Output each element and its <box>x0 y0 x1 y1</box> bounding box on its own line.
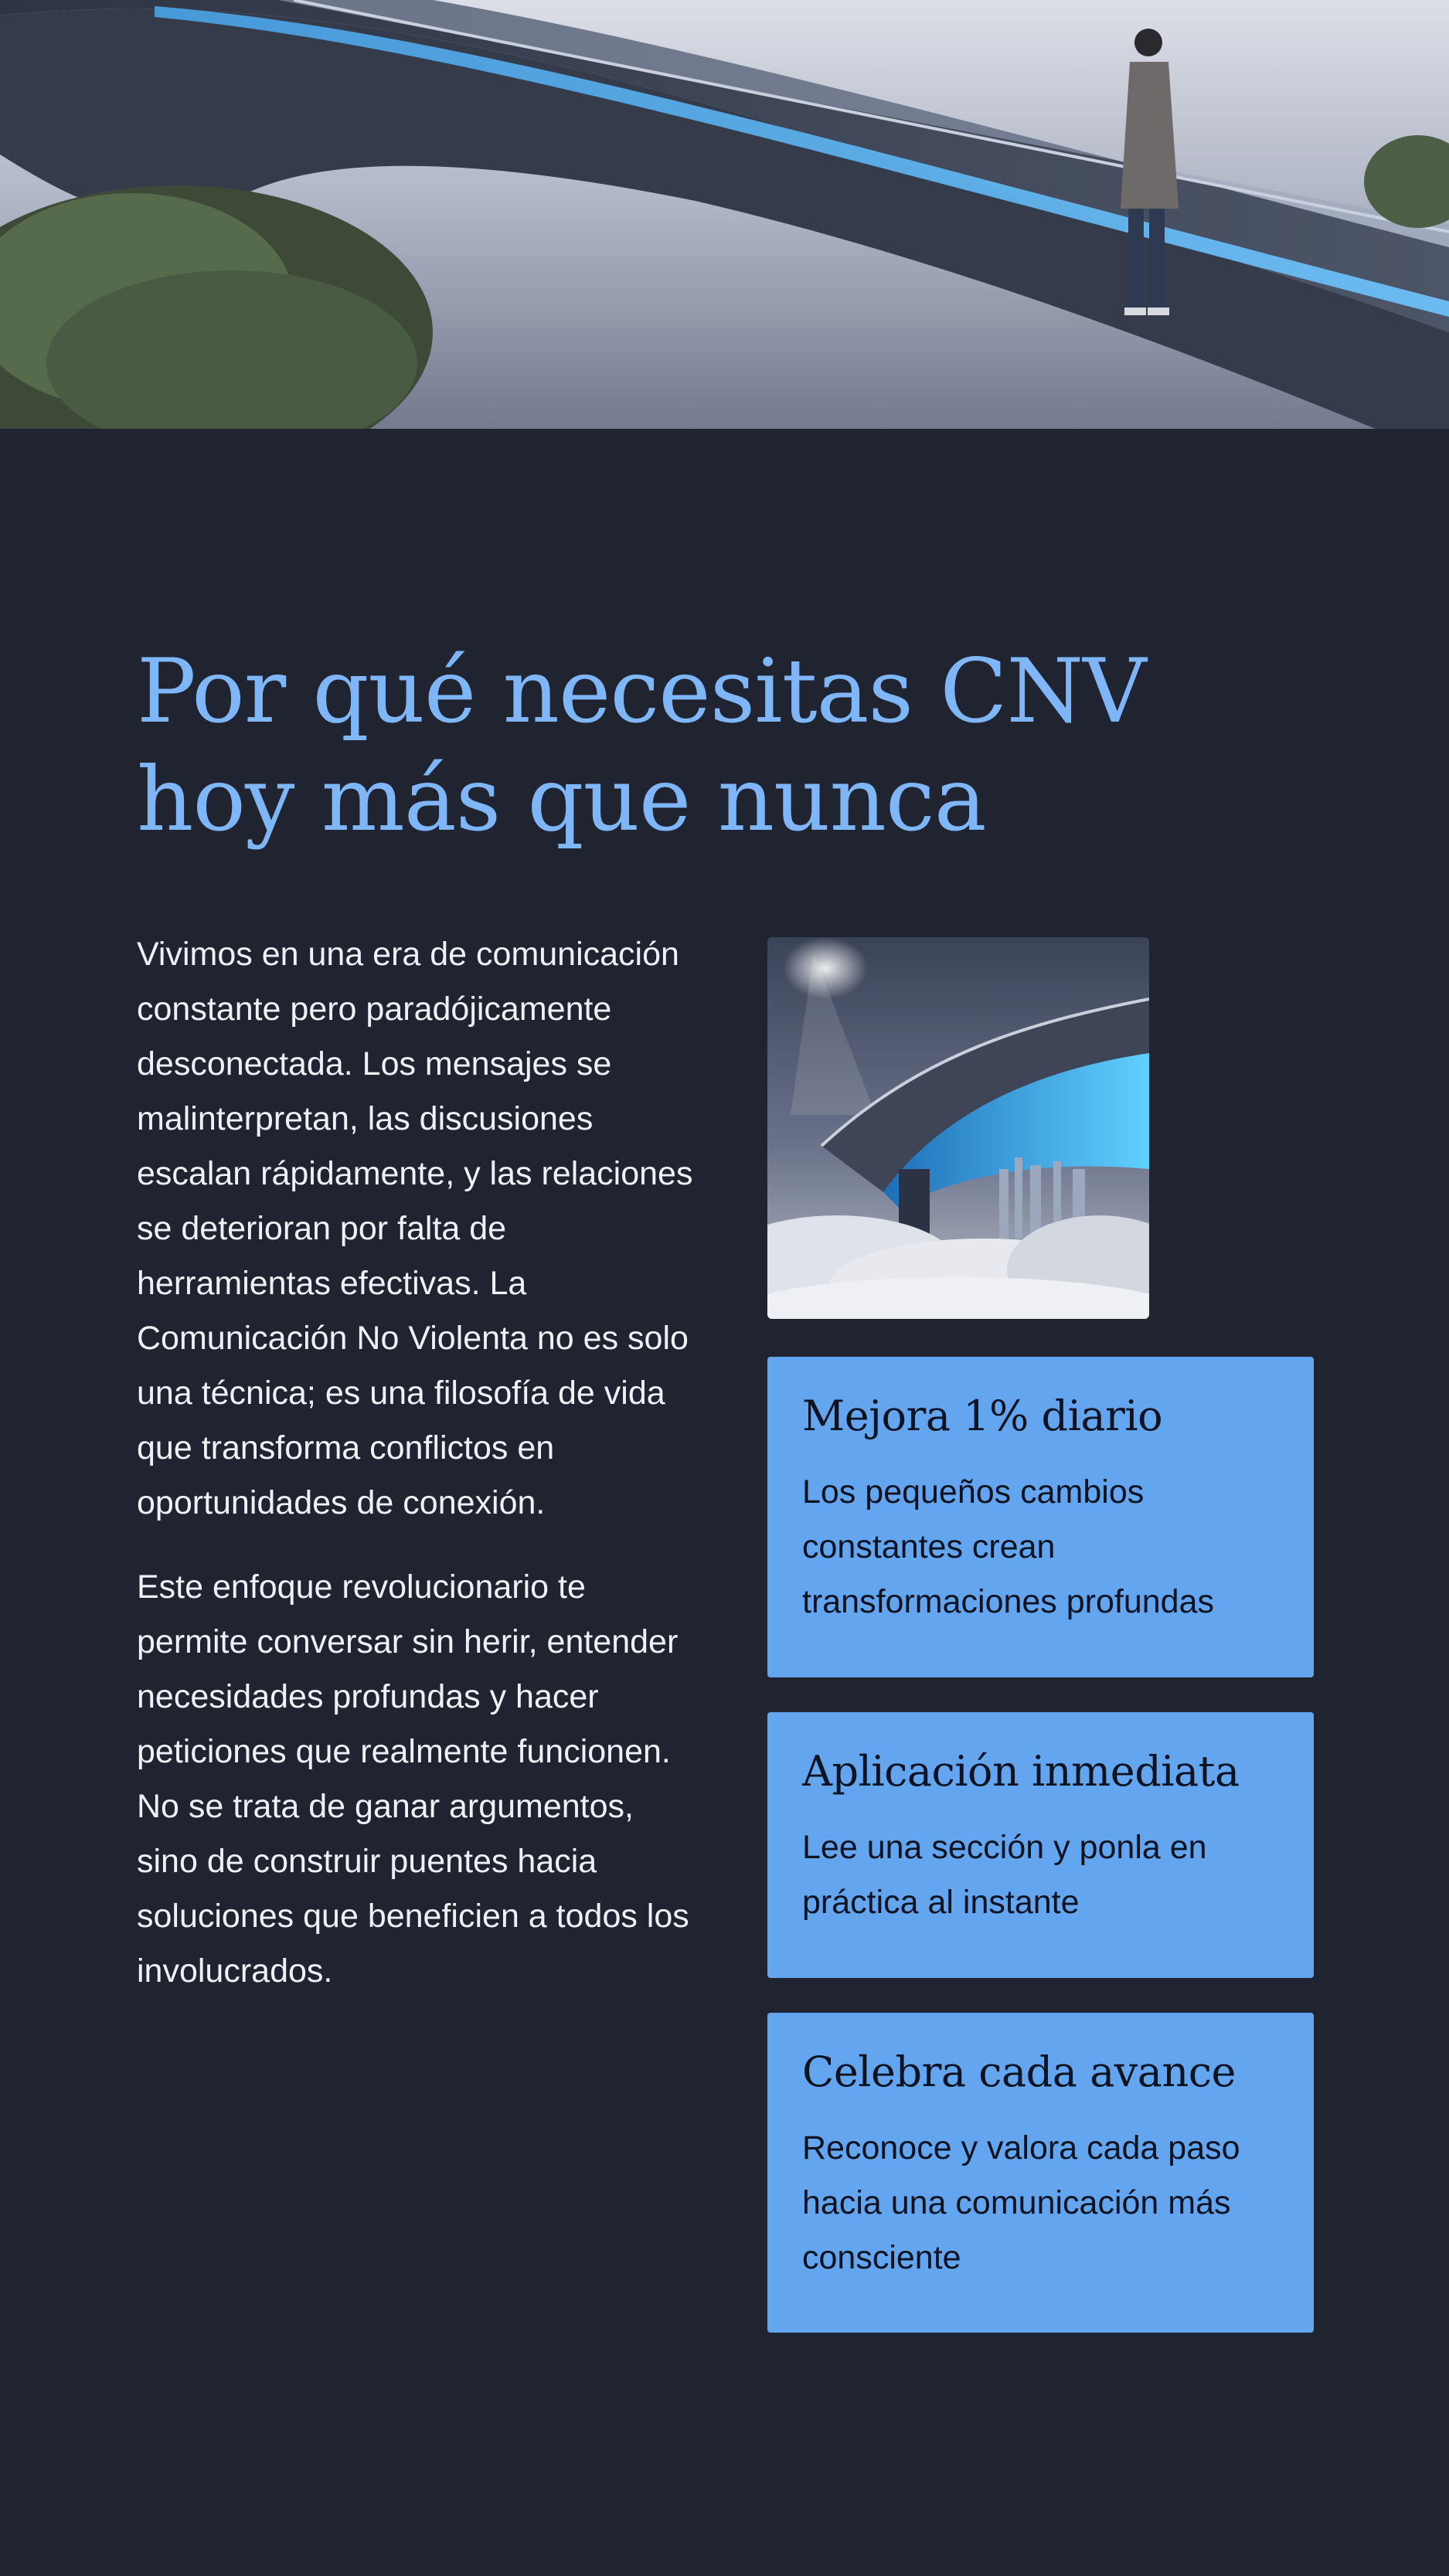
bridge-walker-image <box>0 0 1449 429</box>
card-title: Celebra cada avance <box>802 2048 1236 2096</box>
benefit-card <box>767 2013 1314 2333</box>
hero-banner <box>0 0 1449 429</box>
body-text <box>137 927 701 2028</box>
paragraph: Vivimos en una era de comunicación constante pero paradójicamente desconectada. Los mensajes se malinterpretan, las discusiones escalan rápidamente, y las relaciones se deterioran por falta de herramientas efectivas. La Comunicación No Violenta no es solo una técnica; es una filosofía de vida que transforma conflictos en oportunidades de conexión. <box>137 936 693 1521</box>
paragraph: Este enfoque revolucionario te permite conversar sin herir, entender necesidades profundas y hacer peticiones que realmente funcionen. No se trata de ganar argumentos, sino de construir puentes hacia soluciones que beneficien a todos los involucrados. <box>137 1568 689 1990</box>
bridge-in-clouds-image <box>767 937 1149 1319</box>
card-text: Reconoce y valora cada paso hacia una comunicación más consciente <box>802 2129 1240 2276</box>
section-title: Por qué necesitas CNV hoy más que nunca <box>137 640 1146 851</box>
card-title: Mejora 1% diario <box>802 1392 1163 1440</box>
card-title: Aplicación inmediata <box>802 1747 1240 1796</box>
card-text: Los pequeños cambios constantes crean transformaciones profundas <box>802 1473 1215 1620</box>
benefit-card <box>767 1712 1314 1978</box>
cnv-section <box>0 429 1449 2576</box>
benefit-card <box>767 1357 1314 1677</box>
card-text: Lee una sección y ponla en práctica al instante <box>802 1829 1207 1921</box>
